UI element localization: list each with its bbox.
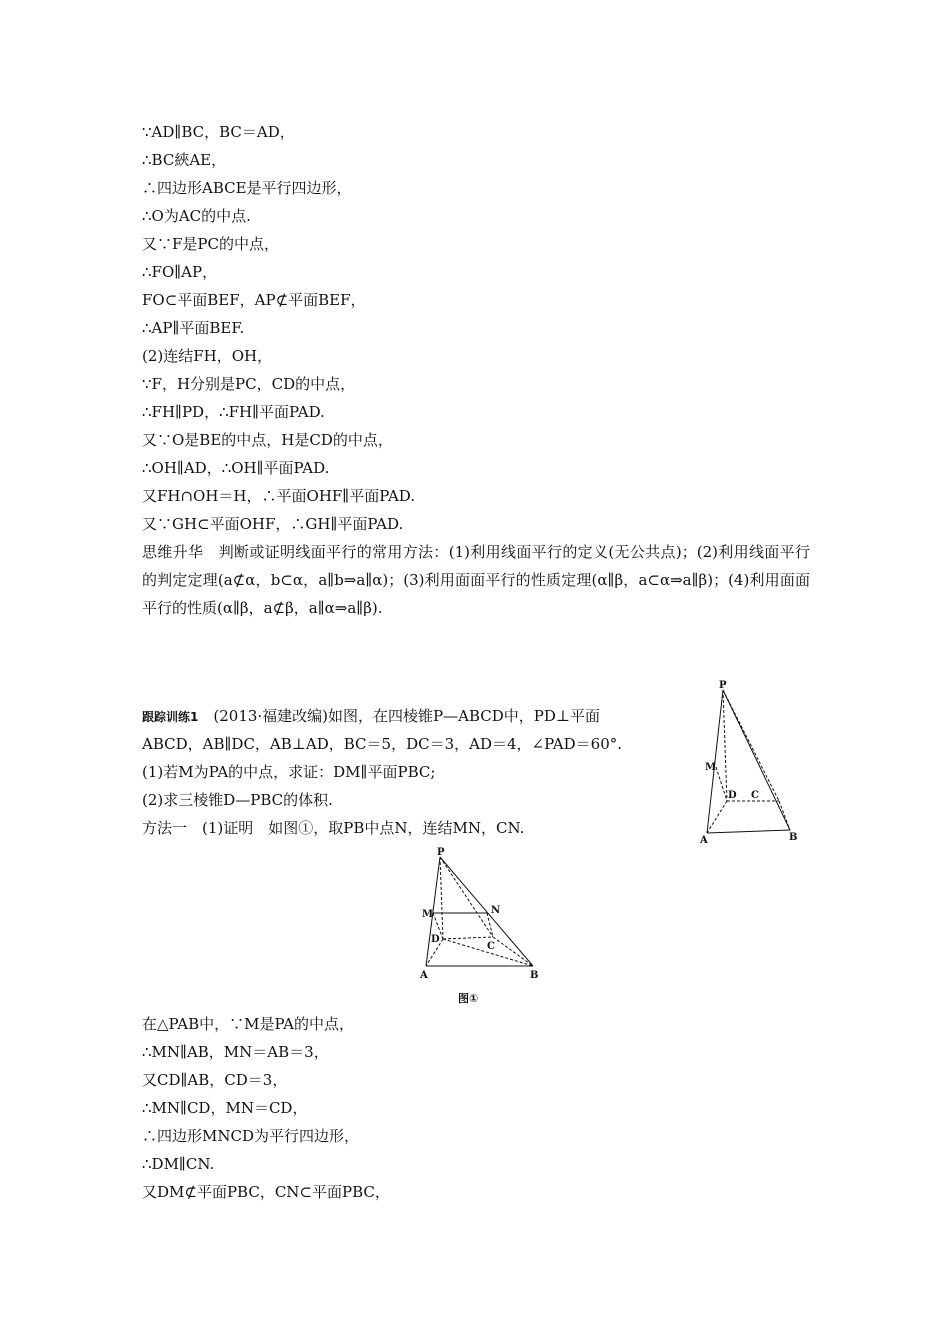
figure1-label-p: P	[719, 680, 727, 691]
proof-line: ∴AP∥平面BEF.	[142, 319, 245, 337]
exercise-question-2: (2)求三棱锥D—PBC的体积.	[142, 791, 333, 809]
proof-line: (2)连结FH，OH，	[142, 347, 273, 365]
proof-line: ∵AD∥BC，BC＝AD，	[142, 123, 295, 141]
proof-line: 又DM⊄平面PBC，CN⊂平面PBC，	[142, 1183, 390, 1201]
figure2-label-b: B	[530, 970, 539, 981]
summary-paragraph	[142, 538, 810, 622]
figure2-label-n: N	[491, 905, 501, 916]
proof-line: ∴四边形MNCD为平行四边形，	[142, 1127, 359, 1145]
figure1-label-a: A	[700, 835, 708, 846]
proof-line: ∴MN∥CD，MN＝CD，	[142, 1099, 308, 1117]
pyramid-figure	[695, 676, 815, 846]
figure2-caption: 图①	[458, 992, 479, 1005]
figure2-label-m: M	[422, 909, 434, 920]
summary-text: 判断或证明线面平行的常用方法：(1)利用线面平行的定义(无公共点)；(2)利用线面平行的判定定理(a⊄α，b⊂α，a∥b⇒a∥α)；(3)利用面面平行的性质定理(α∥β，a⊂α⇒a∥β)；(4)利用面面平行的性质(α∥β，a⊄β，a∥α⇒a∥β).	[142, 543, 810, 617]
proof-line: FO⊂平面BEF，AP⊄平面BEF，	[142, 291, 366, 309]
proof-line: 又∵GH⊂平面OHF，∴GH∥平面PAD.	[142, 515, 404, 533]
proof-line: ∴O为AC的中点.	[142, 207, 251, 225]
figure2-label-p: P	[437, 847, 445, 858]
figure2-label-d: D	[431, 934, 440, 945]
figure1-label-m: M	[705, 762, 717, 773]
figure2-label-c: C	[487, 941, 495, 952]
proof-line: 又∵O是BE的中点，H是CD的中点，	[142, 431, 393, 449]
proof-line: ∴OH∥AD，∴OH∥平面PAD.	[142, 459, 330, 477]
exercise-question-1: (1)若M为PA的中点，求证：DM∥平面PBC;	[142, 763, 436, 781]
pyramid-figure-midpoints	[415, 845, 545, 985]
proof-line: 又FH∩OH＝H，∴平面OHF∥平面PAD.	[142, 487, 416, 505]
proof-line: 在△PAB中，∵M是PA的中点，	[142, 1015, 355, 1033]
proof-line: 又CD∥AB，CD＝3，	[142, 1071, 288, 1089]
figure1-label-c: C	[751, 790, 759, 801]
proof-line: ∵F，H分别是PC，CD的中点，	[142, 375, 356, 393]
exercise-line-2: ABCD，AB∥DC，AB⊥AD，BC＝5，DC＝3，AD＝4，∠PAD＝60°.	[142, 735, 623, 753]
proof-line: ∴四边形ABCE是平行四边形，	[142, 179, 352, 197]
proof-line: ∴MN∥AB，MN＝AB＝3，	[142, 1043, 329, 1061]
method-line: 方法一 (1)证明 如图①，取PB中点N，连结MN，CN.	[142, 819, 525, 837]
summary-label: 思维升华	[142, 543, 204, 561]
figure1-label-d: D	[728, 790, 737, 801]
exercise-label: 跟踪训练1	[142, 710, 199, 724]
proof-line: ∴BC綊AE，	[142, 151, 227, 169]
figure2-label-a: A	[420, 970, 428, 981]
proof-line: 又∵F是PC的中点，	[142, 235, 279, 253]
proof-line: ∴DM∥CN.	[142, 1155, 215, 1173]
proof-line: ∴FO∥AP，	[142, 263, 218, 281]
figure1-label-b: B	[789, 832, 798, 843]
exercise-line-1: (2013·福建改编)如图，在四棱锥P—ABCD中，PD⊥平面	[213, 707, 600, 725]
proof-line: ∴FH∥PD，∴FH∥平面PAD.	[142, 403, 325, 421]
exercise-line	[142, 706, 600, 727]
